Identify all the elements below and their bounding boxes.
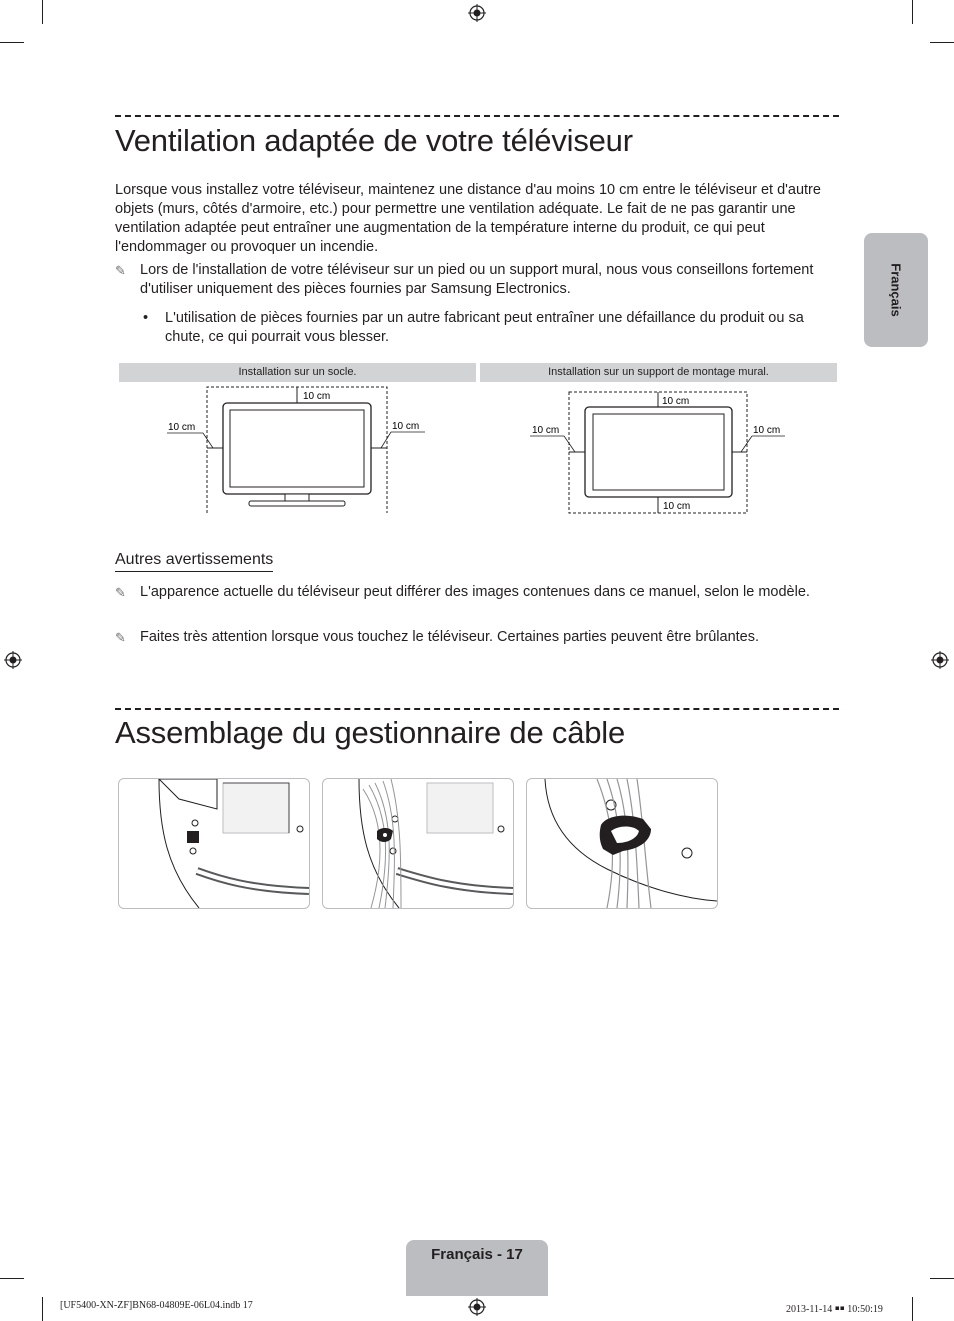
cable-manager-step-3-illustration [526,778,718,909]
gap-label-left: 10 cm [532,425,560,436]
language-side-tab [864,233,928,347]
crop-mark [42,1297,43,1321]
print-date-info: 2013-11-14 ￭￭ 10:50:19 [786,1304,883,1315]
bullet-dot-icon: • [143,310,149,326]
gap-label-left: 10 cm [168,422,196,433]
cable-manager-step-2-illustration [322,778,514,909]
crop-mark [930,42,954,43]
cable-manager-step-1-illustration [118,778,310,909]
wall-installation-diagram [480,383,837,518]
diagram-header-stand: Installation sur un socle. [119,363,476,382]
note-appearance [115,583,839,602]
language-tab-label: Français [888,263,904,317]
crop-mark [930,1278,954,1279]
section-title-ventilation: Ventilation adaptée de votre téléviseur [115,123,633,158]
note-text: L'apparence actuelle du téléviseur peut différer des images contenues dans ce manuel, selon le modèle. [140,584,810,600]
section-divider [115,115,839,117]
pencil-note-icon: ✎ [115,263,126,278]
crop-mark [912,1297,913,1321]
pencil-note-icon: ✎ [115,630,126,645]
crosshair-registration-icon [931,651,949,669]
crosshair-registration-icon [468,4,486,22]
note-text: Faites très attention lorsque vous touchez le téléviseur. Certaines parties peuvent être brûlantes. [140,629,760,645]
crop-mark [0,42,24,43]
stand-installation-diagram [119,383,476,518]
intro-paragraph: Lorsque vous installez votre téléviseur, maintenez une distance d'au moins 10 cm entre le téléviseur et d'autre objets (murs, côtés d'armoire, etc.) pour permettre une ventilation adéquate. Le fait de ne pas garantir une ventilation adaptée peut entraîner une augmentation de la température interne du produit, ce qui peut l'endommager ou provoquer un incendie. [115,182,821,255]
crop-mark [42,0,43,24]
crosshair-registration-icon [468,1298,486,1316]
gap-label-top: 10 cm [303,391,331,402]
diagram-header-wall: Installation sur un support de montage mural. [480,363,837,382]
page-number-label: Français - 17 [431,1246,523,1263]
note-text: Lors de l'installation de votre téléviseur sur un pied ou un support mural, nous vous conseillons fortement d'utiliser uniquement des pièces fournies par Samsung Electronics. [140,262,814,297]
gap-label-right: 10 cm [392,421,420,432]
print-file-info: [UF5400-XN-ZF]BN68-04809E-06L04.indb 17 [60,1300,253,1311]
note-samsung-parts [115,261,839,299]
gap-label-right: 10 cm [753,425,781,436]
crop-mark [912,0,913,24]
gap-label-bottom: 10 cm [663,501,691,512]
pencil-note-icon: ✎ [115,585,126,600]
crosshair-registration-icon [4,651,22,669]
note-hot-parts [115,628,839,647]
crop-mark [0,1278,24,1279]
section-title-cable-manager: Assemblage du gestionnaire de câble [115,715,626,750]
subheading-other-warnings: Autres avertissements [115,551,273,572]
bullet-other-parts [143,309,839,347]
section-divider [115,708,839,710]
page-number-tab [406,1240,548,1296]
bullet-text: L'utilisation de pièces fournies par un autre fabricant peut entraîner une défaillance du produit ou sa chute, ce qui pourrait vous blesser. [165,310,804,345]
gap-label-top: 10 cm [662,396,690,407]
